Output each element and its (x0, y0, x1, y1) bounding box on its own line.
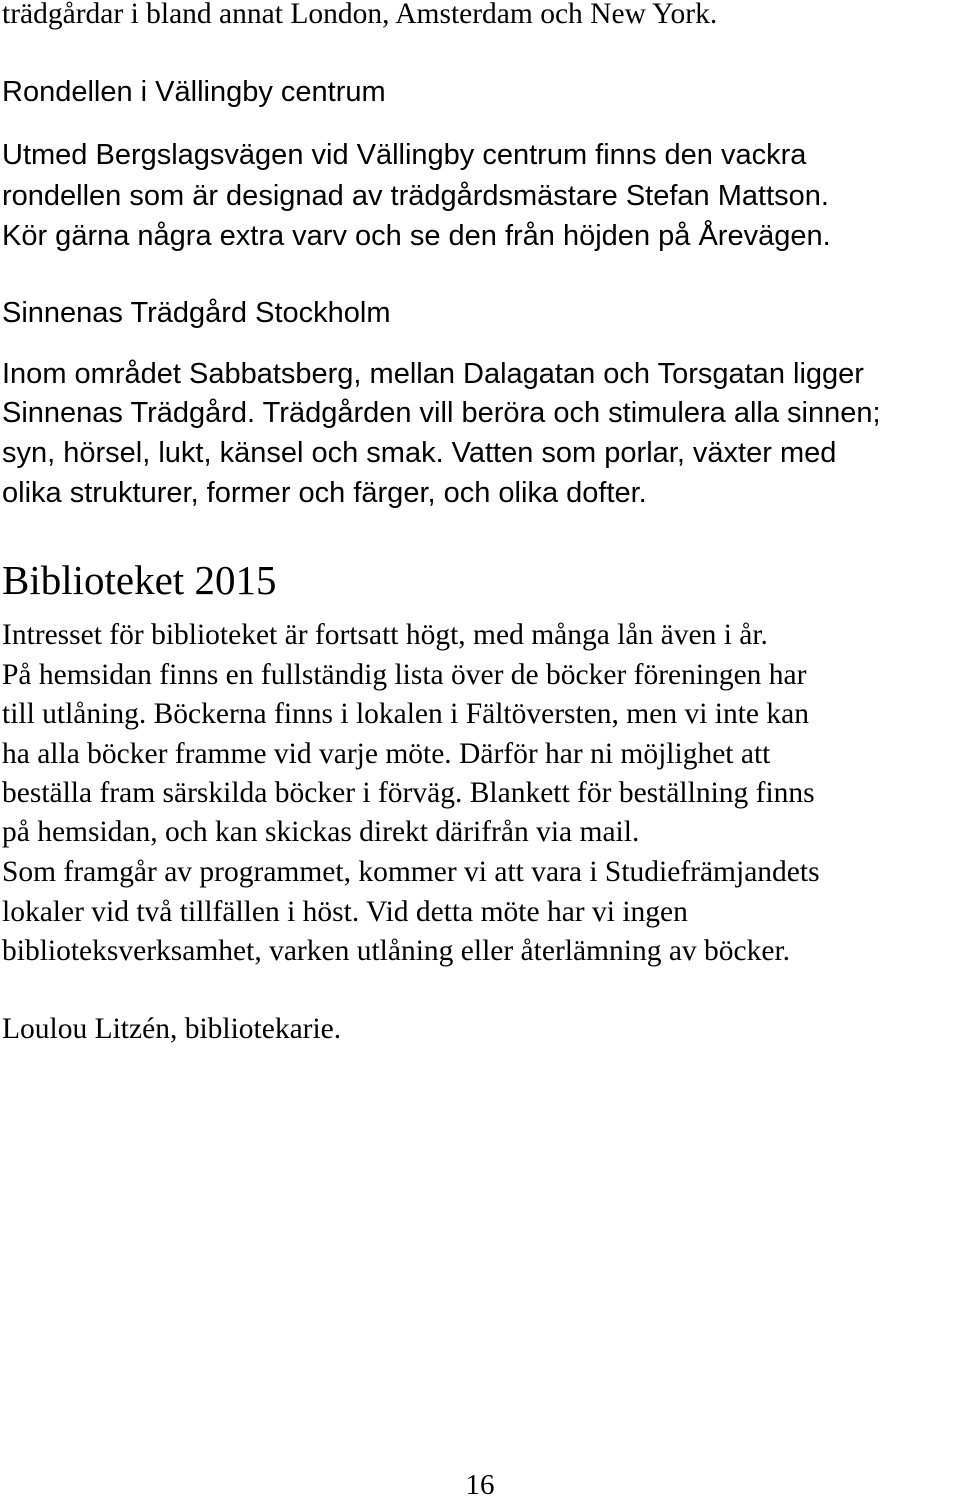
paragraph-line: olika strukturer, former och färger, och olika dofter. (2, 477, 647, 509)
paragraph-line: biblioteksverksamhet, varken utlåning eller återlämning av böcker. (2, 935, 791, 967)
section-heading-biblioteket: Biblioteket 2015 (2, 557, 277, 603)
paragraph-line: rondellen som är designad av trädgårdsmästare Stefan Mattson. (2, 180, 829, 212)
paragraph-line: Sinnenas Trädgård. Trädgården vill beröra och stimulera alla sinnen; (2, 397, 881, 429)
paragraph-line: beställa fram särskilda böcker i förväg. Blankett för beställning finns (2, 777, 815, 809)
paragraph-line: syn, hörsel, lukt, känsel och smak. Vatten som porlar, växter med (2, 437, 837, 469)
paragraph-line: ha alla böcker framme vid varje möte. Därför har ni möjlighet att (2, 738, 771, 770)
section-heading-sinnenas: Sinnenas Trädgård Stockholm (2, 297, 391, 329)
intro-line: trädgårdar i bland annat London, Amsterdam och New York. (2, 0, 718, 30)
paragraph-line: På hemsidan finns en fullständig lista över de böcker föreningen har (2, 659, 807, 691)
signature: Loulou Litzén, bibliotekarie. (2, 1013, 342, 1045)
paragraph-line: lokaler vid två tillfällen i höst. Vid detta möte har vi ingen (2, 896, 688, 928)
section-heading-rondellen: Rondellen i Vällingby centrum (2, 76, 386, 108)
paragraph-line: till utlåning. Böckerna finns i lokalen i Fältöversten, men vi inte kan (2, 698, 809, 730)
paragraph-line: Utmed Bergslagsvägen vid Vällingby centrum finns den vackra (2, 139, 807, 171)
paragraph-line: Kör gärna några extra varv och se den från höjden på Årevägen. (2, 220, 831, 252)
paragraph-line: Som framgår av programmet, kommer vi att vara i Studiefrämjandets (2, 856, 820, 888)
paragraph-line: Intresset för biblioteket är fortsatt högt, med många lån även i år. (2, 619, 768, 651)
paragraph-line: på hemsidan, och kan skickas direkt därifrån via mail. (2, 816, 640, 848)
paragraph-line: Inom området Sabbatsberg, mellan Dalagatan och Torsgatan ligger (2, 358, 864, 390)
page-number: 16 (465, 1469, 495, 1501)
